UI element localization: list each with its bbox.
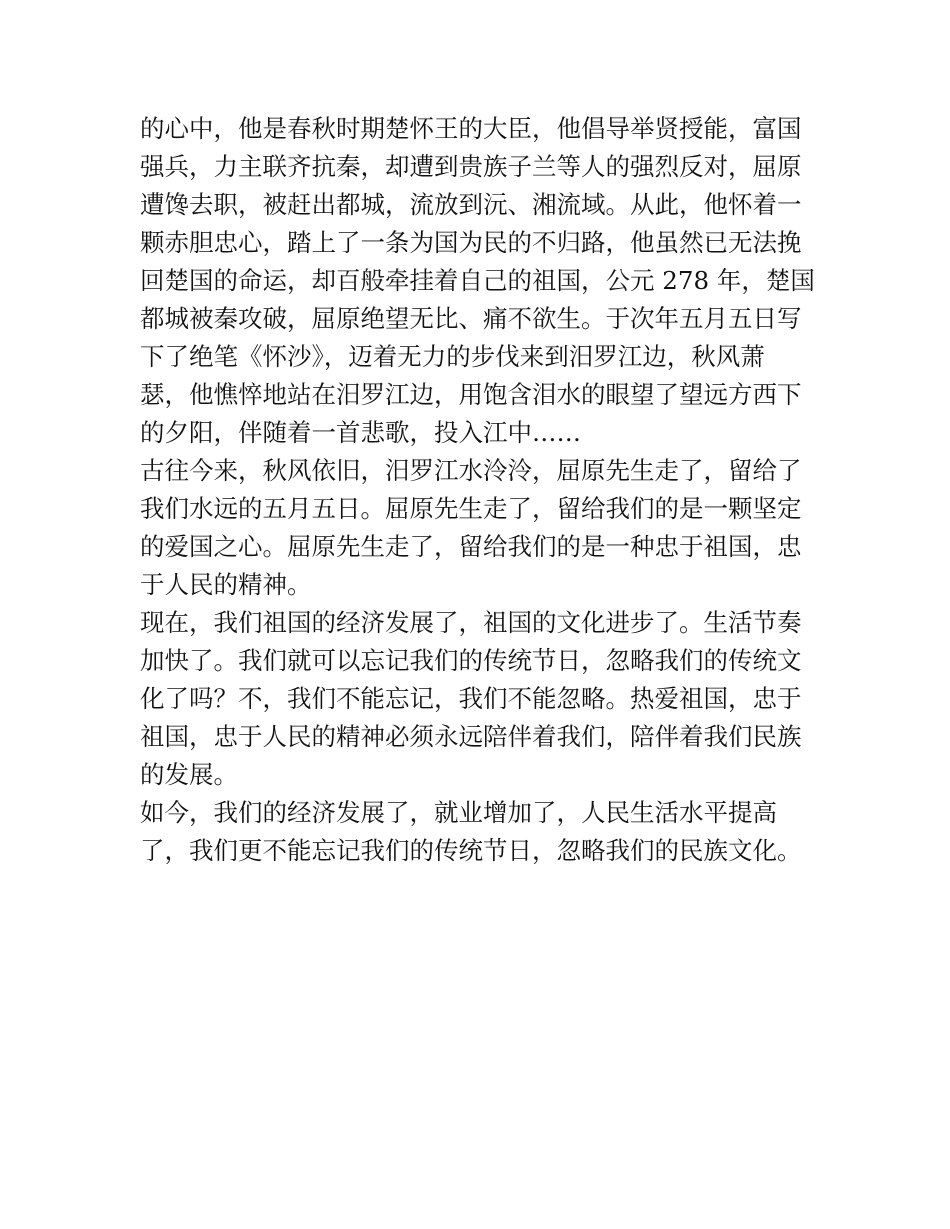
text-line: 遭馋去职，被赶出都城，流放到沅、湘流域。从此，他怀着一 [140, 190, 802, 219]
paragraph-1 [140, 110, 830, 452]
text-line: 化了吗？不，我们不能忘记，我们不能忽略。热爱祖国，忠于 [140, 684, 802, 713]
paragraph-3 [140, 604, 830, 794]
text-line: 如今，我们的经济发展了，就业增加了，人民生活水平提高 [140, 798, 777, 827]
text-line: 回楚国的命运，却百般牵挂着自己的祖国，公元 278 年，楚国 [140, 266, 815, 295]
text-line: 强兵，力主联齐抗秦，却遭到贵族子兰等人的强烈反对，屈原 [140, 152, 802, 181]
paragraph-4 [140, 794, 830, 870]
text-line: 我们水远的五月五日。屈原先生走了，留给我们的是一颗坚定 [140, 494, 802, 523]
text-line: 颗赤胆忠心，踏上了一条为国为民的不归路，他虽然已无法挽 [140, 228, 802, 257]
text-line: 都城被秦攻破，屈原绝望无比、痛不欲生。于次年五月五日写 [140, 304, 802, 333]
text-line: 加快了。我们就可以忘记我们的传统节日，忽略我们的传统文 [140, 646, 802, 675]
text-line: 瑟，他憔悴地站在汨罗江边，用饱含泪水的眼望了望远方西下 [140, 380, 802, 409]
text-line: 于人民的精神。 [140, 570, 312, 599]
paragraph-2 [140, 452, 830, 604]
text-line: 古往今来，秋风依旧，汨罗江水泠泠，屈原先生走了，留给了 [140, 456, 802, 485]
text-line: 的夕阳，伴随着一首悲歌，投入江中…… [140, 418, 581, 447]
text-line: 的爱国之心。屈原先生走了，留给我们的是一种忠于祖国，忠 [140, 532, 802, 561]
text-line: 祖国，忠于人民的精神必须永远陪伴着我们，陪伴着我们民族 [140, 722, 802, 751]
text-line: 的心中，他是春秋时期楚怀王的大臣，他倡导举贤授能，富国 [140, 114, 802, 143]
text-line: 现在，我们祖国的经济发展了，祖国的文化进步了。生活节奏 [140, 608, 802, 637]
text-line: 了，我们更不能忘记我们的传统节日，忽略我们的民族文化。 [140, 836, 802, 865]
text-line: 的发展。 [140, 760, 238, 789]
document-body [140, 110, 830, 870]
text-line: 下了绝笔《怀沙》，迈着无力的步伐来到汨罗江边，秋风萧 [140, 342, 765, 371]
